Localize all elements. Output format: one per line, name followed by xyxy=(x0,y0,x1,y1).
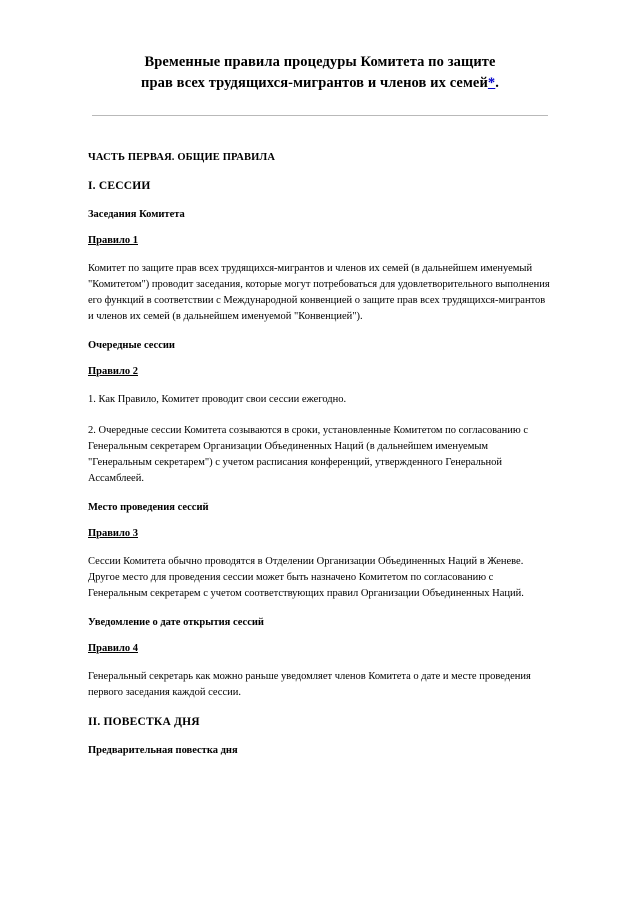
document-title-line-2: прав всех трудящихся-мигрантов и членов их семей xyxy=(140,74,488,91)
rule-1-paragraph: Комитет по защите прав всех трудящихся-мигрантов и членов их семей (в дальнейшем именуемый "Комитетом") проводит заседания, которые могут потребоваться для удовлетворительного выполнения его функций в соответствии с Международной конвенцией о защите прав всех трудящихся-мигрантов и членов их семей (в дальнейшем именуемой "Конвенцией"). xyxy=(88,263,550,323)
rule-2-paragraph-1: 1. Как Правило, Комитет проводит свои сессии ежегодно. xyxy=(88,393,347,405)
sub-heading-committee-meetings: Заседания Комитета xyxy=(88,209,185,221)
sub-heading-opening-date-notice: Уведомление о дате открытия сессий xyxy=(88,616,264,628)
page-title xyxy=(88,52,552,93)
rule-label-2: Правило 2 xyxy=(88,365,138,377)
rule-4-paragraph: Генеральный секретарь как можно раньше уведомляет членов Комитета о дате и месте проведения первого заседания каждой сессии. xyxy=(88,670,531,698)
sub-heading-provisional-agenda: Предварительная повестка дня xyxy=(88,744,238,756)
title-trailing-period: . xyxy=(495,74,500,91)
part-heading: ЧАСТЬ ПЕРВАЯ. ОБЩИЕ ПРАВИЛА xyxy=(88,152,276,164)
sub-heading-regular-sessions: Очередные сессии xyxy=(88,339,175,351)
rule-3-paragraph: Сессии Комитета обычно проводятся в Отделении Организации Объединенных Наций в Женеве. Другое место для проведения сессии может быть назначено Комитетом по согласованию с Генеральным секретарем с учетом соответствующих правил Организации Объединенных Наций. xyxy=(88,555,524,599)
rule-2-paragraph-2: 2. Очередные сессии Комитета созываются в сроки, установленные Комитетом по согласованию с Генеральным секретарем Организации Объединенных Наций (в дальнейшем именуемым "Генеральным секретарем") с учетом расписания конференций, утвержденного Генеральной Ассамблеей. xyxy=(88,424,528,484)
title-divider xyxy=(92,115,548,116)
rule-label-3: Правило 3 xyxy=(88,527,138,539)
document-body xyxy=(88,152,552,755)
document-title-line-1: Временные правила процедуры Комитета по защите xyxy=(144,54,496,70)
sub-heading-session-venue: Место проведения сессий xyxy=(88,501,209,513)
section-heading-agenda: II. ПОВЕСТКА ДНЯ xyxy=(88,715,200,728)
section-heading-sessions: I. СЕССИИ xyxy=(88,180,151,193)
rule-label-4: Правило 4 xyxy=(88,642,138,654)
footnote-link[interactable]: * xyxy=(487,74,496,91)
rule-label-1: Правило 1 xyxy=(88,235,138,247)
